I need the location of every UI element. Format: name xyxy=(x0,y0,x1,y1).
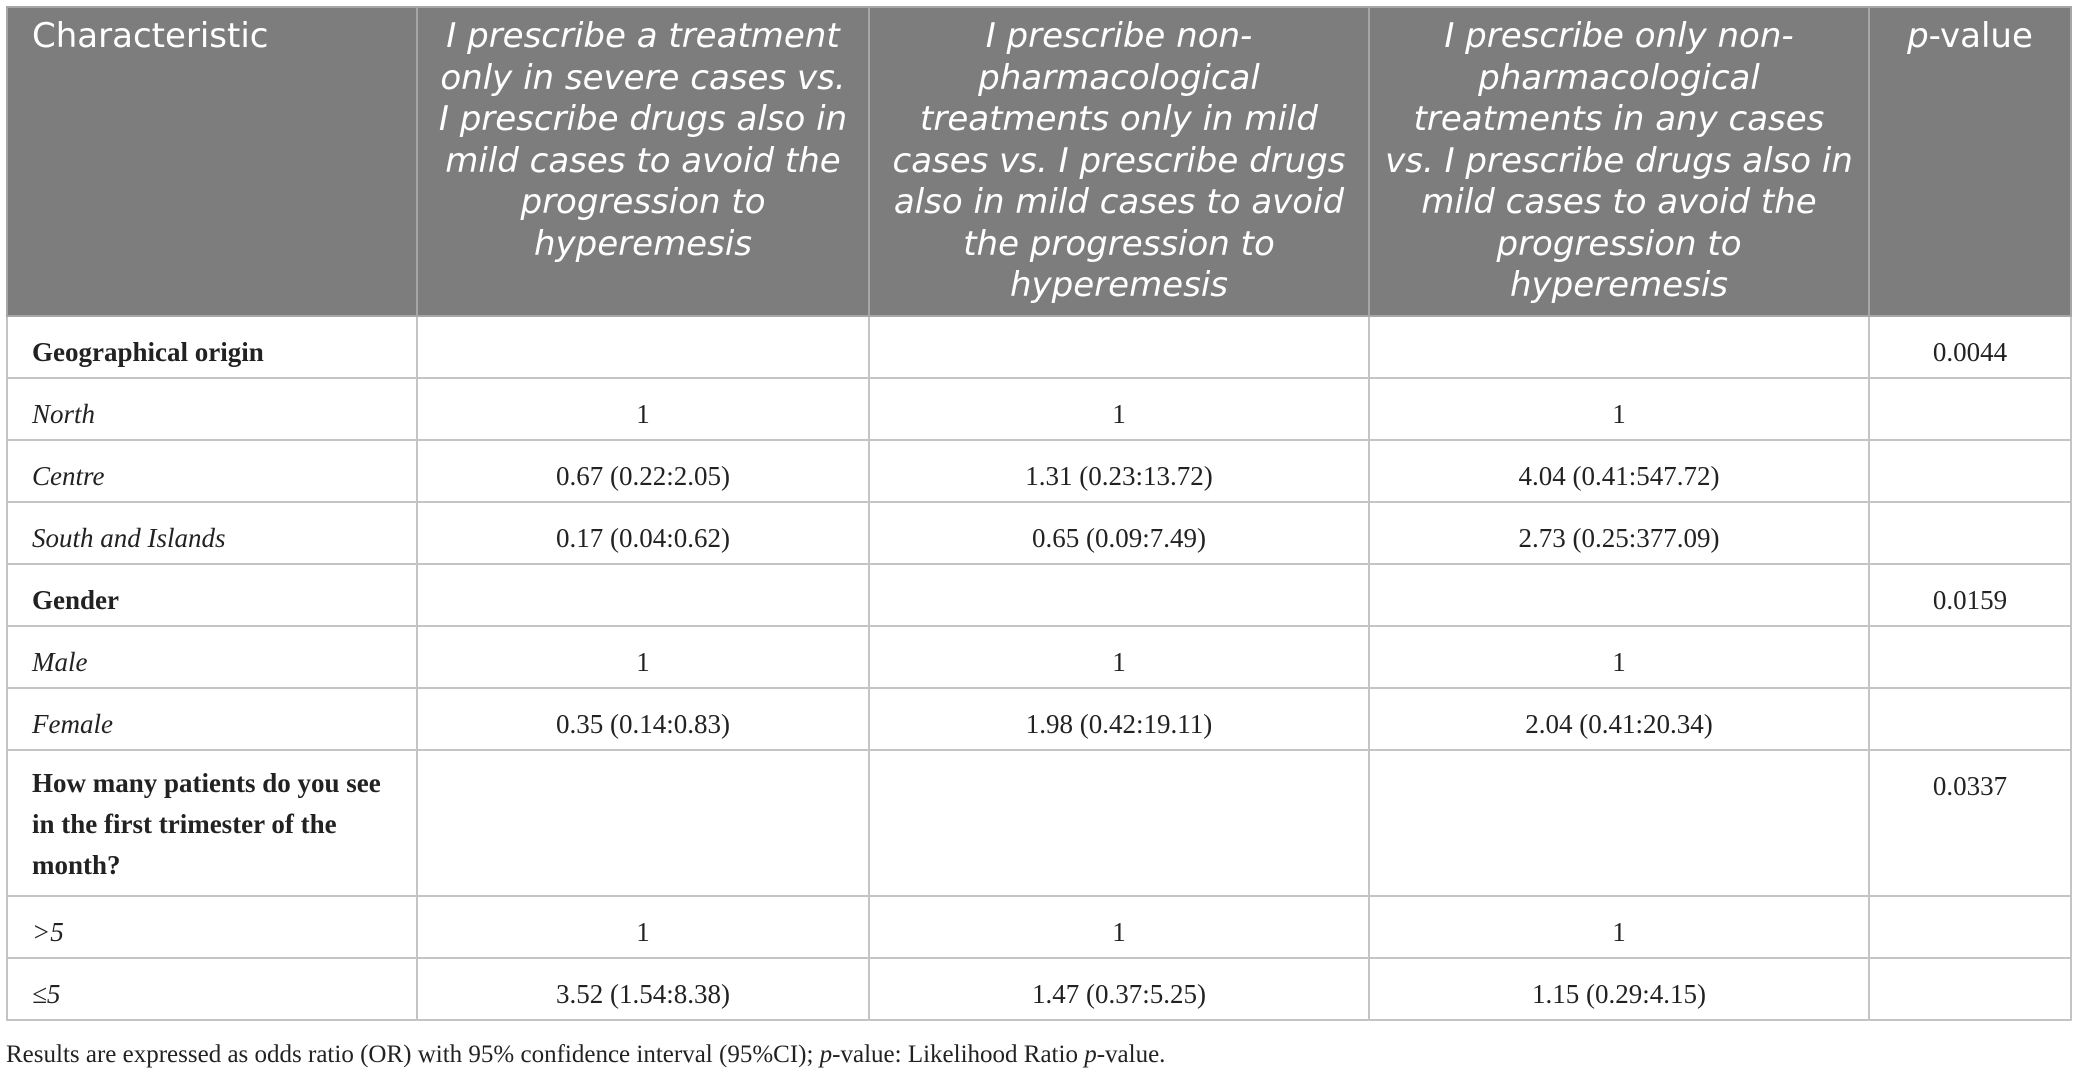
table-body xyxy=(7,316,2071,1020)
row-label: Geographical origin xyxy=(7,316,417,378)
cell-value: 1 xyxy=(869,626,1369,688)
cell-value: 1 xyxy=(1369,896,1869,958)
cell-p-value: 0.0159 xyxy=(1869,564,2071,626)
cell-value xyxy=(1369,316,1869,378)
footnote-text-3: -value. xyxy=(1096,1041,1166,1068)
header-nonpharm-mild-vs-drugs: I prescribe non-pharmacological treatments only in mild cases vs. I prescribe drugs also in mild cases to avoid the progression to hyperemesis xyxy=(869,7,1369,316)
table-row xyxy=(7,750,2071,896)
cell-value: 2.04 (0.41:20.34) xyxy=(1369,688,1869,750)
cell-p-value xyxy=(1869,378,2071,440)
cell-value: 0.65 (0.09:7.49) xyxy=(869,502,1369,564)
cell-value: 4.04 (0.41:547.72) xyxy=(1369,440,1869,502)
cell-value xyxy=(417,564,869,626)
cell-value: 1 xyxy=(417,626,869,688)
table-row xyxy=(7,958,2071,1020)
row-label: Gender xyxy=(7,564,417,626)
cell-value xyxy=(869,750,1369,896)
footnote-p-2: p xyxy=(1084,1041,1097,1068)
cell-value xyxy=(1369,564,1869,626)
cell-value: 0.17 (0.04:0.62) xyxy=(417,502,869,564)
header-p-value xyxy=(1869,7,2071,316)
header-row xyxy=(7,7,2071,316)
cell-value: 1.47 (0.37:5.25) xyxy=(869,958,1369,1020)
row-label: How many patients do you see in the first trimester of the month? xyxy=(7,750,417,896)
cell-value: 1 xyxy=(417,896,869,958)
cell-value xyxy=(417,316,869,378)
table-row xyxy=(7,564,2071,626)
table-row xyxy=(7,896,2071,958)
cell-p-value xyxy=(1869,626,2071,688)
footnote-text-1: Results are expressed as odds ratio (OR) with 95% confidence interval (95%CI); xyxy=(6,1041,820,1068)
cell-value: 1 xyxy=(417,378,869,440)
table-row xyxy=(7,440,2071,502)
cell-value: 0.67 (0.22:2.05) xyxy=(417,440,869,502)
table-row xyxy=(7,316,2071,378)
table-header xyxy=(7,7,2071,316)
cell-value: 1 xyxy=(869,896,1369,958)
cell-p-value xyxy=(1869,958,2071,1020)
row-label: South and Islands xyxy=(7,502,417,564)
row-label: North xyxy=(7,378,417,440)
row-label: >5 xyxy=(7,896,417,958)
footnote-p-1: p xyxy=(819,1041,833,1068)
cell-value: 1 xyxy=(1369,378,1869,440)
cell-p-value xyxy=(1869,896,2071,958)
header-p-letter: p xyxy=(1907,16,1929,56)
row-label: ≤5 xyxy=(7,958,417,1020)
cell-p-value xyxy=(1869,688,2071,750)
header-characteristic: Characteristic xyxy=(7,7,417,316)
row-label: Centre xyxy=(7,440,417,502)
header-nonpharm-any-vs-drugs: I prescribe only non-pharmacological treatments in any cases vs. I prescribe drugs also in mild cases to avoid the progression to hyperemesis xyxy=(1369,7,1869,316)
cell-value xyxy=(417,750,869,896)
cell-p-value: 0.0044 xyxy=(1869,316,2071,378)
cell-p-value: 0.0337 xyxy=(1869,750,2071,896)
cell-value: 1.31 (0.23:13.72) xyxy=(869,440,1369,502)
cell-p-value xyxy=(1869,502,2071,564)
table-row xyxy=(7,626,2071,688)
row-label: Male xyxy=(7,626,417,688)
header-severe-only-vs-drugs: I prescribe a treatment only in severe cases vs. I prescribe drugs also in mild cases to avoid the progression to hyperemesis xyxy=(417,7,869,316)
cell-value: 1.15 (0.29:4.15) xyxy=(1369,958,1869,1020)
cell-value: 0.35 (0.14:0.83) xyxy=(417,688,869,750)
footnote-text-2: -value: Likelihood Ratio xyxy=(832,1041,1085,1068)
odds-ratio-table xyxy=(6,6,2072,1021)
cell-p-value xyxy=(1869,440,2071,502)
row-label: Female xyxy=(7,688,417,750)
cell-value: 1.98 (0.42:19.11) xyxy=(869,688,1369,750)
cell-value: 1 xyxy=(869,378,1369,440)
table-row xyxy=(7,378,2071,440)
cell-value xyxy=(869,564,1369,626)
header-p-suffix: -value xyxy=(1928,16,2033,56)
table-row xyxy=(7,688,2071,750)
cell-value: 1 xyxy=(1369,626,1869,688)
cell-value xyxy=(1369,750,1869,896)
cell-value: 2.73 (0.25:377.09) xyxy=(1369,502,1869,564)
cell-value: 3.52 (1.54:8.38) xyxy=(417,958,869,1020)
table-row xyxy=(7,502,2071,564)
cell-value xyxy=(869,316,1369,378)
table-footnote xyxy=(6,1041,1165,1069)
table-container xyxy=(6,6,2070,1021)
